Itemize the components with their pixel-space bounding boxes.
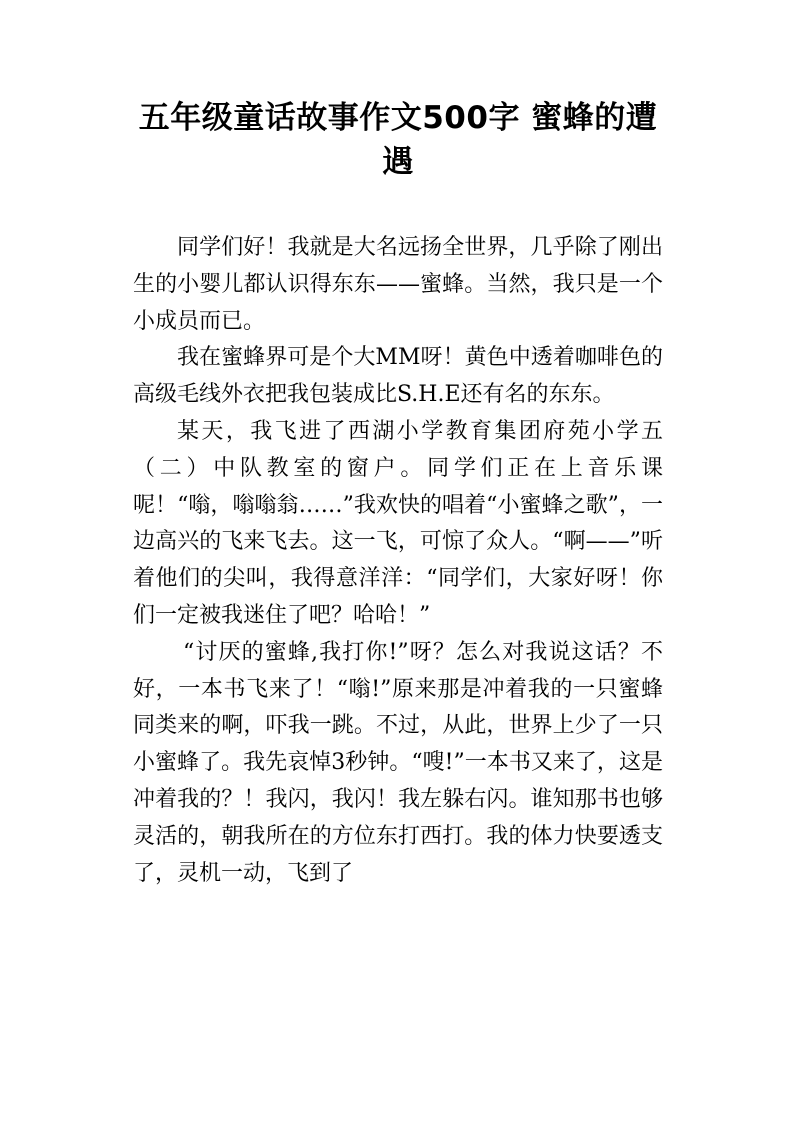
document-title: 五年级童话故事作文500字 蜜蜂的遭遇: [138, 100, 658, 180]
paragraph-appearance: 我在蜜蜂界可是个大MM呀！黄色中透着咖啡色的高级毛线外衣把我包装成比S.H.E还有名的东东。: [133, 345, 663, 408]
paragraph-intro: 同学们好！我就是大名远扬全世界，几乎除了刚出生的小婴儿都认识得东东——蜜蜂。当然，我只是一个小成员而已。: [133, 235, 663, 334]
document-body: [133, 230, 663, 892]
paragraph-attack: “讨厌的蜜蜂,我打你!”呀？怎么对我说这话？不好，一本书飞来了！“嗡!”原来那是冲着我的一只蜜蜂同类来的啊，吓我一跳。不过，从此，世界上少了一只小蜜蜂了。我先哀悼3秒钟。“嗖!”一本书又来了，这是冲着我的？！我闪，我闪！我左躲右闪。谁知那书也够灵活的，朝我所在的方位东打西打。我的体力快要透支了，灵机一动，飞到了: [133, 639, 663, 886]
paragraph-classroom: 某天，我飞进了西湖小学教育集团府苑小学五（二）中队教室的窗户。同学们正在上音乐课呢！“嗡，嗡嗡翁……”我欢快的唱着“小蜜蜂之歌”，一边高兴的飞来飞去。这一飞，可惊了众人。“啊——”听着他们的尖叫，我得意洋洋：“同学们，大家好呀！你们一定被我迷住了吧？哈哈！”: [133, 418, 663, 628]
